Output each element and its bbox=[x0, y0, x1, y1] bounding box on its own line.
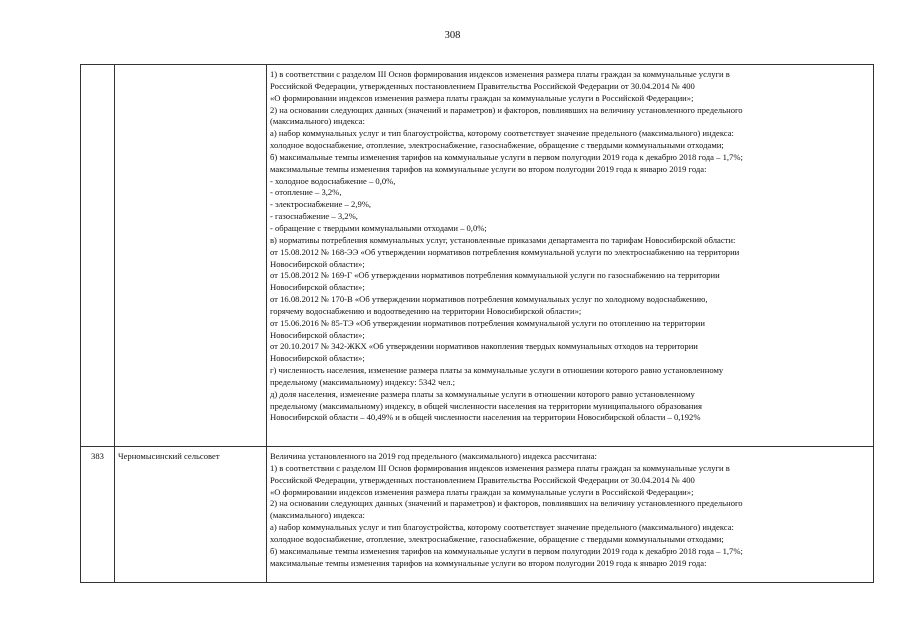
text-line: - обращение с твердыми коммунальными отходами – 0,0%; bbox=[270, 222, 487, 233]
text-line: (максимального) индекса: bbox=[270, 510, 365, 521]
text-line: предельному (максимальному) индексу: 5342 чел.; bbox=[270, 376, 456, 387]
text-line: горячему водоснабжению и водоотведению на территории Новосибирской области»; bbox=[270, 305, 582, 316]
text-line: - газоснабжение – 3,2%, bbox=[270, 211, 358, 222]
text-line: Новосибирской области – 40,49% и в общей численности населения на территории Новосибирской области – 0,192% bbox=[270, 412, 701, 423]
text-line: «О формировании индексов изменения размера платы граждан за коммунальные услуги в Российской Федерации»; bbox=[270, 486, 694, 497]
table-row bbox=[81, 65, 874, 447]
text-line: 2) на основании следующих данных (значений и параметров) и факторов, повлиявших на величину установленного предельного bbox=[270, 104, 743, 115]
text-line: от 20.10.2017 № 342-ЖКХ «Об утверждении нормативов накопления твердых коммунальных отходов на территории bbox=[270, 341, 698, 352]
text-line: Новосибирской области»; bbox=[270, 258, 365, 269]
text-line: - отопление – 3,2%, bbox=[270, 187, 342, 198]
text-line: Новосибирской области»; bbox=[270, 282, 365, 293]
document-table bbox=[80, 64, 874, 583]
text-line: от 15.08.2012 № 168-ЭЭ «Об утверждении нормативов потребления коммунальной услуги по электроснабжению на территории bbox=[270, 246, 740, 257]
text-line: от 16.08.2012 № 170-В «Об утверждении нормативов потребления коммунальных услуг по холодному водоснабжению, bbox=[270, 294, 708, 305]
table-row bbox=[81, 447, 874, 583]
text-line: от 15.08.2012 № 169-Г «Об утверждении нормативов потребления коммунальной услуги по газоснабжению на территории bbox=[270, 270, 720, 281]
description-cell bbox=[267, 447, 874, 583]
municipality-name-cell: Черномысинский сельсовет bbox=[115, 447, 267, 583]
text-line: максимальные темпы изменения тарифов на коммунальные услуги во втором полугодии 2019 года к январю 2019 года: bbox=[270, 163, 707, 174]
text-line: (максимального) индекса: bbox=[270, 116, 365, 127]
text-line: от 15.06.2016 № 85-ТЭ «Об утверждении нормативов потребления коммунальной услуги по отоплению на территории bbox=[270, 317, 705, 328]
text-line: г) численность населения, изменение размера платы за коммунальные услуги в отношении которого равно установленному bbox=[270, 365, 724, 376]
text-line: холодное водоснабжение, отопление, электроснабжение, газоснабжение, обращение с твердыми коммунальными отходами; bbox=[270, 140, 724, 151]
text-line: а) набор коммунальных услуг и тип благоустройства, которому соответствует значение предельного (максимального) индекса: bbox=[270, 522, 734, 533]
page-number: 308 bbox=[444, 30, 461, 41]
text-line: - электроснабжение – 2,9%, bbox=[270, 199, 372, 210]
text-line: холодное водоснабжение, отопление, электроснабжение, газоснабжение, обращение с твердыми коммунальными отходами; bbox=[270, 533, 724, 544]
text-line: Российской Федерации, утвержденных постановлением Правительства Российской Федерации от 30.04.2014 № 400 bbox=[270, 80, 695, 91]
row-number-cell bbox=[81, 65, 115, 447]
municipality-name-cell bbox=[115, 65, 267, 447]
text-line: максимальные темпы изменения тарифов на коммунальные услуги во втором полугодии 2019 года к январю 2019 года: bbox=[270, 557, 707, 568]
text-line: 1) в соответствии с разделом III Основ формирования индексов изменения размера платы граждан за коммунальные услуги в bbox=[270, 462, 730, 473]
text-line: «О формировании индексов изменения размера платы граждан за коммунальные услуги в Российской Федерации»; bbox=[270, 92, 694, 103]
text-line: Новосибирской области»; bbox=[270, 329, 365, 340]
text-line: в) нормативы потребления коммунальных услуг, установленные приказами департамента по тарифам Новосибирской области: bbox=[270, 234, 736, 245]
description-cell bbox=[267, 65, 874, 447]
text-line: а) набор коммунальных услуг и тип благоустройства, которому соответствует значение предельного (максимального) индекса: bbox=[270, 128, 734, 139]
text-line: - холодное водоснабжение – 0,0%, bbox=[270, 175, 396, 186]
text-line: б) максимальные темпы изменения тарифов на коммунальные услуги в первом полугодии 2019 года к декабрю 2018 года – 1,7%; bbox=[270, 151, 743, 162]
text-line: 1) в соответствии с разделом III Основ формирования индексов изменения размера платы граждан за коммунальные услуги в bbox=[270, 69, 730, 79]
text-line: д) доля населения, изменение размера платы за коммунальные услуги в отношении которого равно установленному bbox=[270, 388, 695, 399]
text-line: Российской Федерации, утвержденных постановлением Правительства Российской Федерации от 30.04.2014 № 400 bbox=[270, 474, 695, 485]
text-line: Величина установленного на 2019 год предельного (максимального) индекса рассчитана: bbox=[270, 451, 597, 461]
text-line: предельному (максимальному) индексу, в общей численности населения на территории муниципального образования bbox=[270, 400, 702, 411]
text-line: 2) на основании следующих данных (значений и параметров) и факторов, повлиявших на величину установленного предельного bbox=[270, 498, 743, 509]
text-line: б) максимальные темпы изменения тарифов на коммунальные услуги в первом полугодии 2019 года к декабрю 2018 года – 1,7%; bbox=[270, 545, 743, 556]
row-number-cell: 383 bbox=[81, 447, 115, 583]
text-line: Новосибирской области»; bbox=[270, 353, 365, 364]
